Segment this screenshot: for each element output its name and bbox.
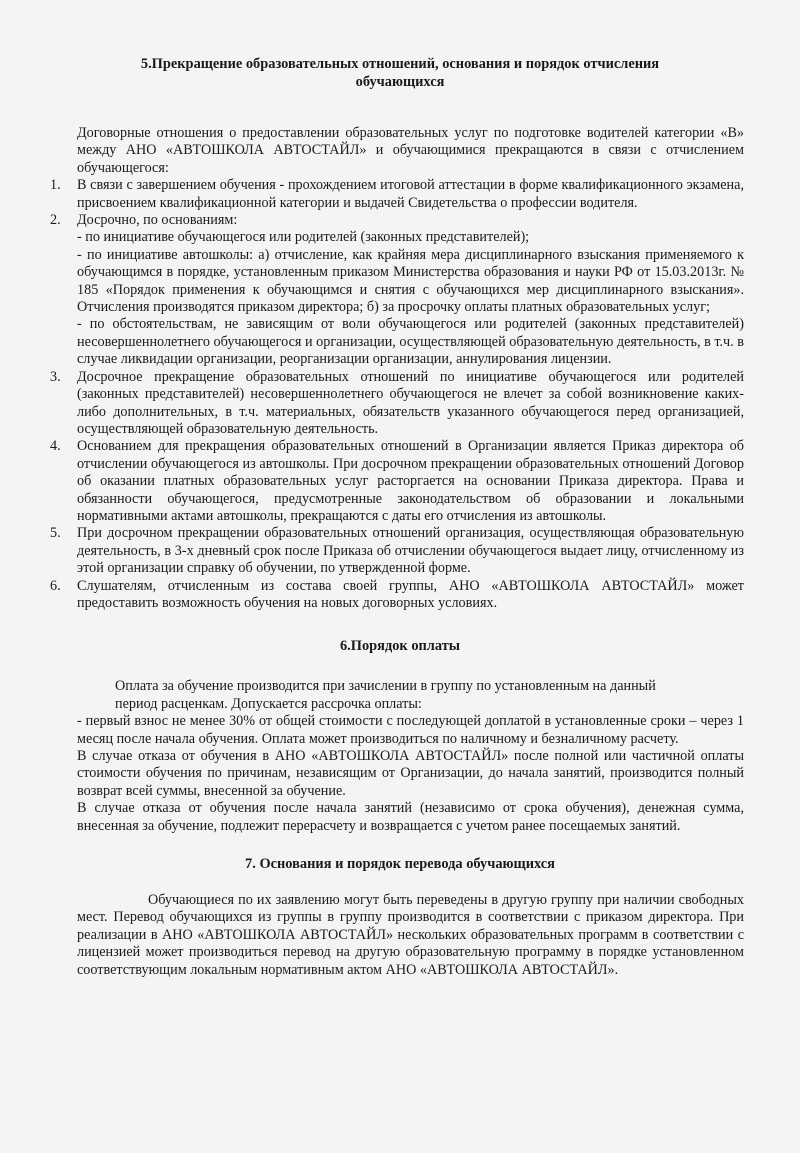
section-5-intro: Договорные отношения о предоставлении образовательных услуг по подготовке водителей категории «В» между АНО «АВТОШКОЛА АВТОСТАЙЛ» и обучающимися прекращаются в связи с отчислением обучающегося: [77,125,744,176]
list-item-number: 1. [50,177,61,194]
list-item-text: При досрочном прекращении образовательных отношений организация, осуществляющая образовательную деятельность, в 3-х дневный срок после Приказа об отчислении обучающегося выдает лицу, отчисленному из этой организации справку об обучении, по утвержденной форме. [77,525,744,577]
section-5-title: 5.Прекращение образовательных отношений, основания и порядок отчисления обучающихся [140,56,660,90]
section-6-paragraph: - первый взнос не менее 30% от общей стоимости с последующей доплатой в установленные сроки – через 1 месяц после начала обучения. Оплата может производиться по наличному и безналичному расчету. [77,713,744,747]
list-item-text: Досрочное прекращение образовательных отношений по инициативе обучающегося или родителей (законных представителей) несовершеннолетнего обучающегося не влечет за собой возникновение каких-либо дополнительных, в т.ч. материальных, обязательств указанного обучающегося перед организацией, осуществляющей образовательную деятельность. [77,368,744,437]
list-item-number: 2. [50,212,61,229]
list-item-number: 5. [50,525,61,542]
list-item-text: - по обстоятельствам, не зависящим от воли обучающегося или родителей (законных представителей) несовершеннолетнего обучающегося и организации, осуществляющей образовательную деятельность, в т.ч. в случае ликвидации организации, реорганизации организации, аннулирования лицензии. [77,316,744,368]
section-6-paragraph-line: Оплата за обучение производится при зачислении в группу по установленным на данный [115,678,656,695]
list-item [50,212,744,369]
list-item-text: Досрочно, по основаниям: [77,212,238,229]
list-item-text: Основанием для прекращения образовательных отношений в Организации является Приказ директора об отчислении обучающегося из автошколы. При досрочном прекращении образовательных отношений Договор об оказании платных образовательных услуг расторгается на основании Приказа директора. Права и обязанности обучающегося, предусмотренные законодательством об образовании и локальными нормативными актами автошколы, прекращаются с даты его отчисления из автошколы. [77,438,744,524]
section-6-paragraph-line: период расценкам. Допускается рассрочка оплаты: [115,695,422,712]
section-7-title: 7. Основания и порядок перевода обучающихся [245,856,555,873]
list-item-number: 4. [50,438,61,455]
section-6-title: 6.Порядок оплаты [339,638,461,655]
section-6-paragraph: В случае отказа от обучения в АНО «АВТОШКОЛА АВТОСТАЙЛ» после полной или частичной оплаты стоимости обучения по причинам, независящим от Организации, до начала занятий, производится полный возврат всей суммы, внесенной за обучение. [77,748,744,799]
list-item [50,177,744,212]
list-item [50,368,744,439]
section-6-paragraph: В случае отказа от обучения после начала занятий (независимо от срока обучения), денежная сумма, внесенная за обучение, подлежит перерасчету и возвращается с учетом ранее посещаемых занятий. [77,800,744,834]
list-item-number: 6. [50,577,61,594]
list-item-text: - по инициативе автошколы: а) отчисление, как крайняя мера дисциплинарного взыскания применяемого к обучающимся в порядке, установленным приказом Министерства образования и науки РФ от 15.03.2013г. № 185 «Порядок применения к обучающимся и снятия с обучающихся мер дисциплинарного взыскания». Отчисления производятся приказом директора; б) за просрочку оплаты платных образовательных услуг; [77,246,744,316]
section-6-paragraph [56,678,744,713]
list-item-text: В связи с завершением обучения - прохождением итоговой аттестации в форме квалификационного экзамена, присвоением квалификационной категории и выдачей Свидетельства о профессии водителя. [77,177,744,211]
list-item-number: 3. [50,368,61,385]
list-item [50,438,744,525]
list-item-text: Слушателям, отчисленным из состава своей группы, АНО «АВТОШКОЛА АВТОСТАЙЛ» может предоставить возможность обучения на новых договорных условиях. [77,577,744,611]
list-item [50,577,744,613]
section-5-list [50,177,744,612]
list-item-text: - по инициативе обучающегося или родителей (законных представителей); [77,229,530,246]
list-item [50,525,744,577]
section-7-paragraph: Обучающиеся по их заявлению могут быть переведены в другую группу при наличии свободных мест. Перевод обучающихся из группы в группу производится в соответствии с приказом директора. При реализации в АНО «АВТОШКОЛА АВТОСТАЙЛ» нескольких образовательных программ в соответствии с лицензией может производиться перевод на другую образовательную программу в порядке установленном соответствующим локальным нормативным актом АНО «АВТОШКОЛА АВТОСТАЙЛ». [77,892,744,978]
